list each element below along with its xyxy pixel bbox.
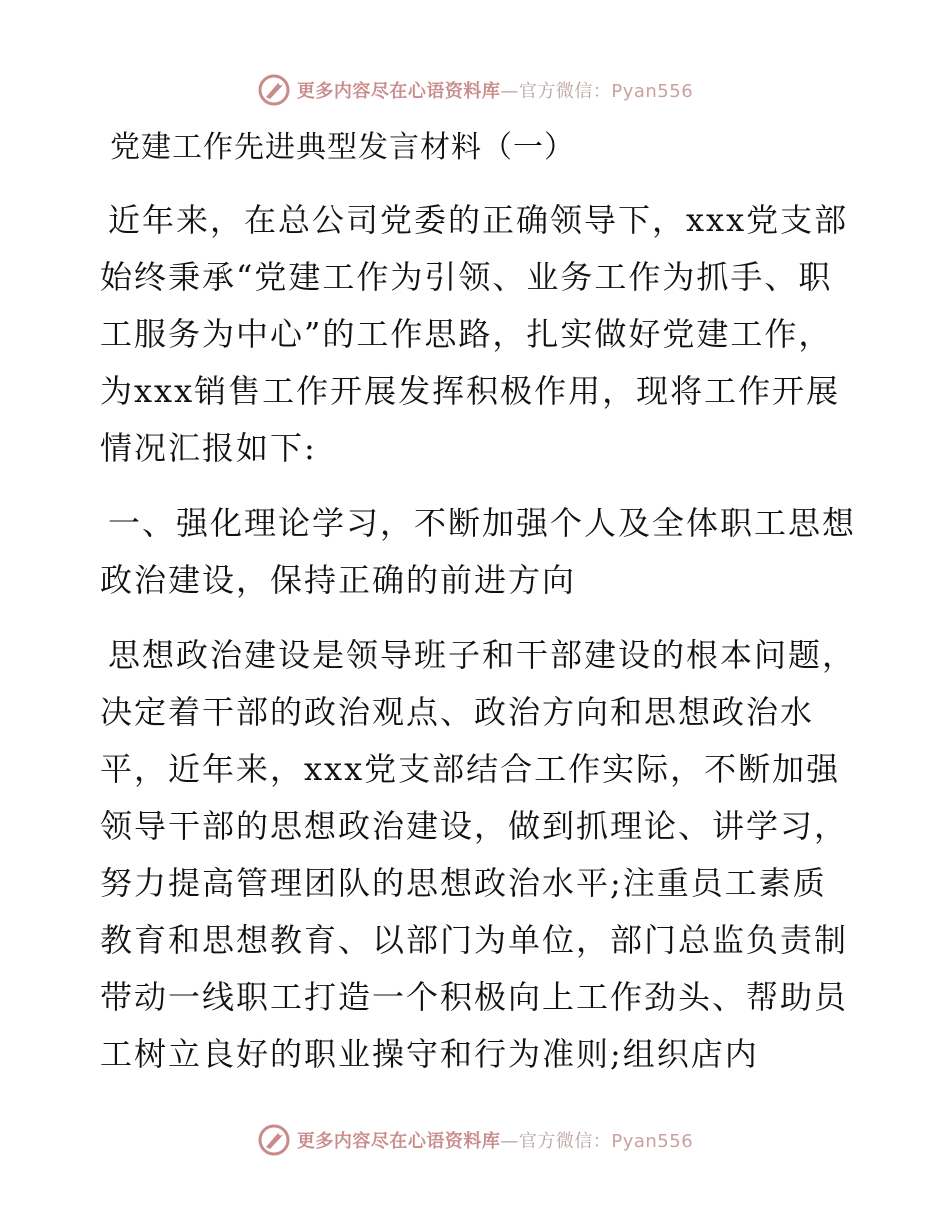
watermark-id: Pyan556 [611,1131,694,1152]
watermark-official: 官方微信： [518,81,612,102]
paragraph-section-1: 思想政治建设是领导班子和干部建设的根本问题，决定着干部的政治观点、政治方向和思想政治水平，近年来，xxx党支部结合工作实际，不断加强领导干部的思想政治建设，做到抓理论、讲学习，努力提高管理团队的思想政治水平;注重员工素质教育和思想教育、以部门为单位，部门总监负责制带动一线职工打造一个积极向上工作劲头、帮助员工树立良好的职业操守和行为准则;组织店内 [100,636,857,1073]
paragraph-intro: 近年来，在总公司党委的正确领导下，xxx党支部始终秉承“党建工作为引领、业务工作为抓手、职工服务为中心”的工作思路，扎实做好党建工作，为xxx销售工作开展发挥积极作用，现将工作开展情况汇报如下: [100,201,849,467]
document-title: 党建工作先进典型发言材料（一） [110,130,575,165]
watermark-header [0,70,950,110]
watermark-dash: — [500,1131,519,1152]
watermark-brand: 更多内容尽在心语资料库 [296,1131,501,1152]
watermark-text [297,1127,693,1153]
watermark-dash: — [500,81,519,102]
watermark-footer [0,1120,950,1160]
document-body [100,118,860,1101]
watermark-text [297,77,693,103]
pen-circle-logo-icon [257,1123,291,1157]
section-heading-1: 一、强化理论学习，不断加强个人及全体职工思想政治建设，保持正确的前进方向 [100,504,857,599]
pen-circle-logo-icon [257,73,291,107]
watermark-id: Pyan556 [611,81,694,102]
watermark-official: 官方微信： [518,1131,612,1152]
watermark-brand: 更多内容尽在心语资料库 [296,81,501,102]
